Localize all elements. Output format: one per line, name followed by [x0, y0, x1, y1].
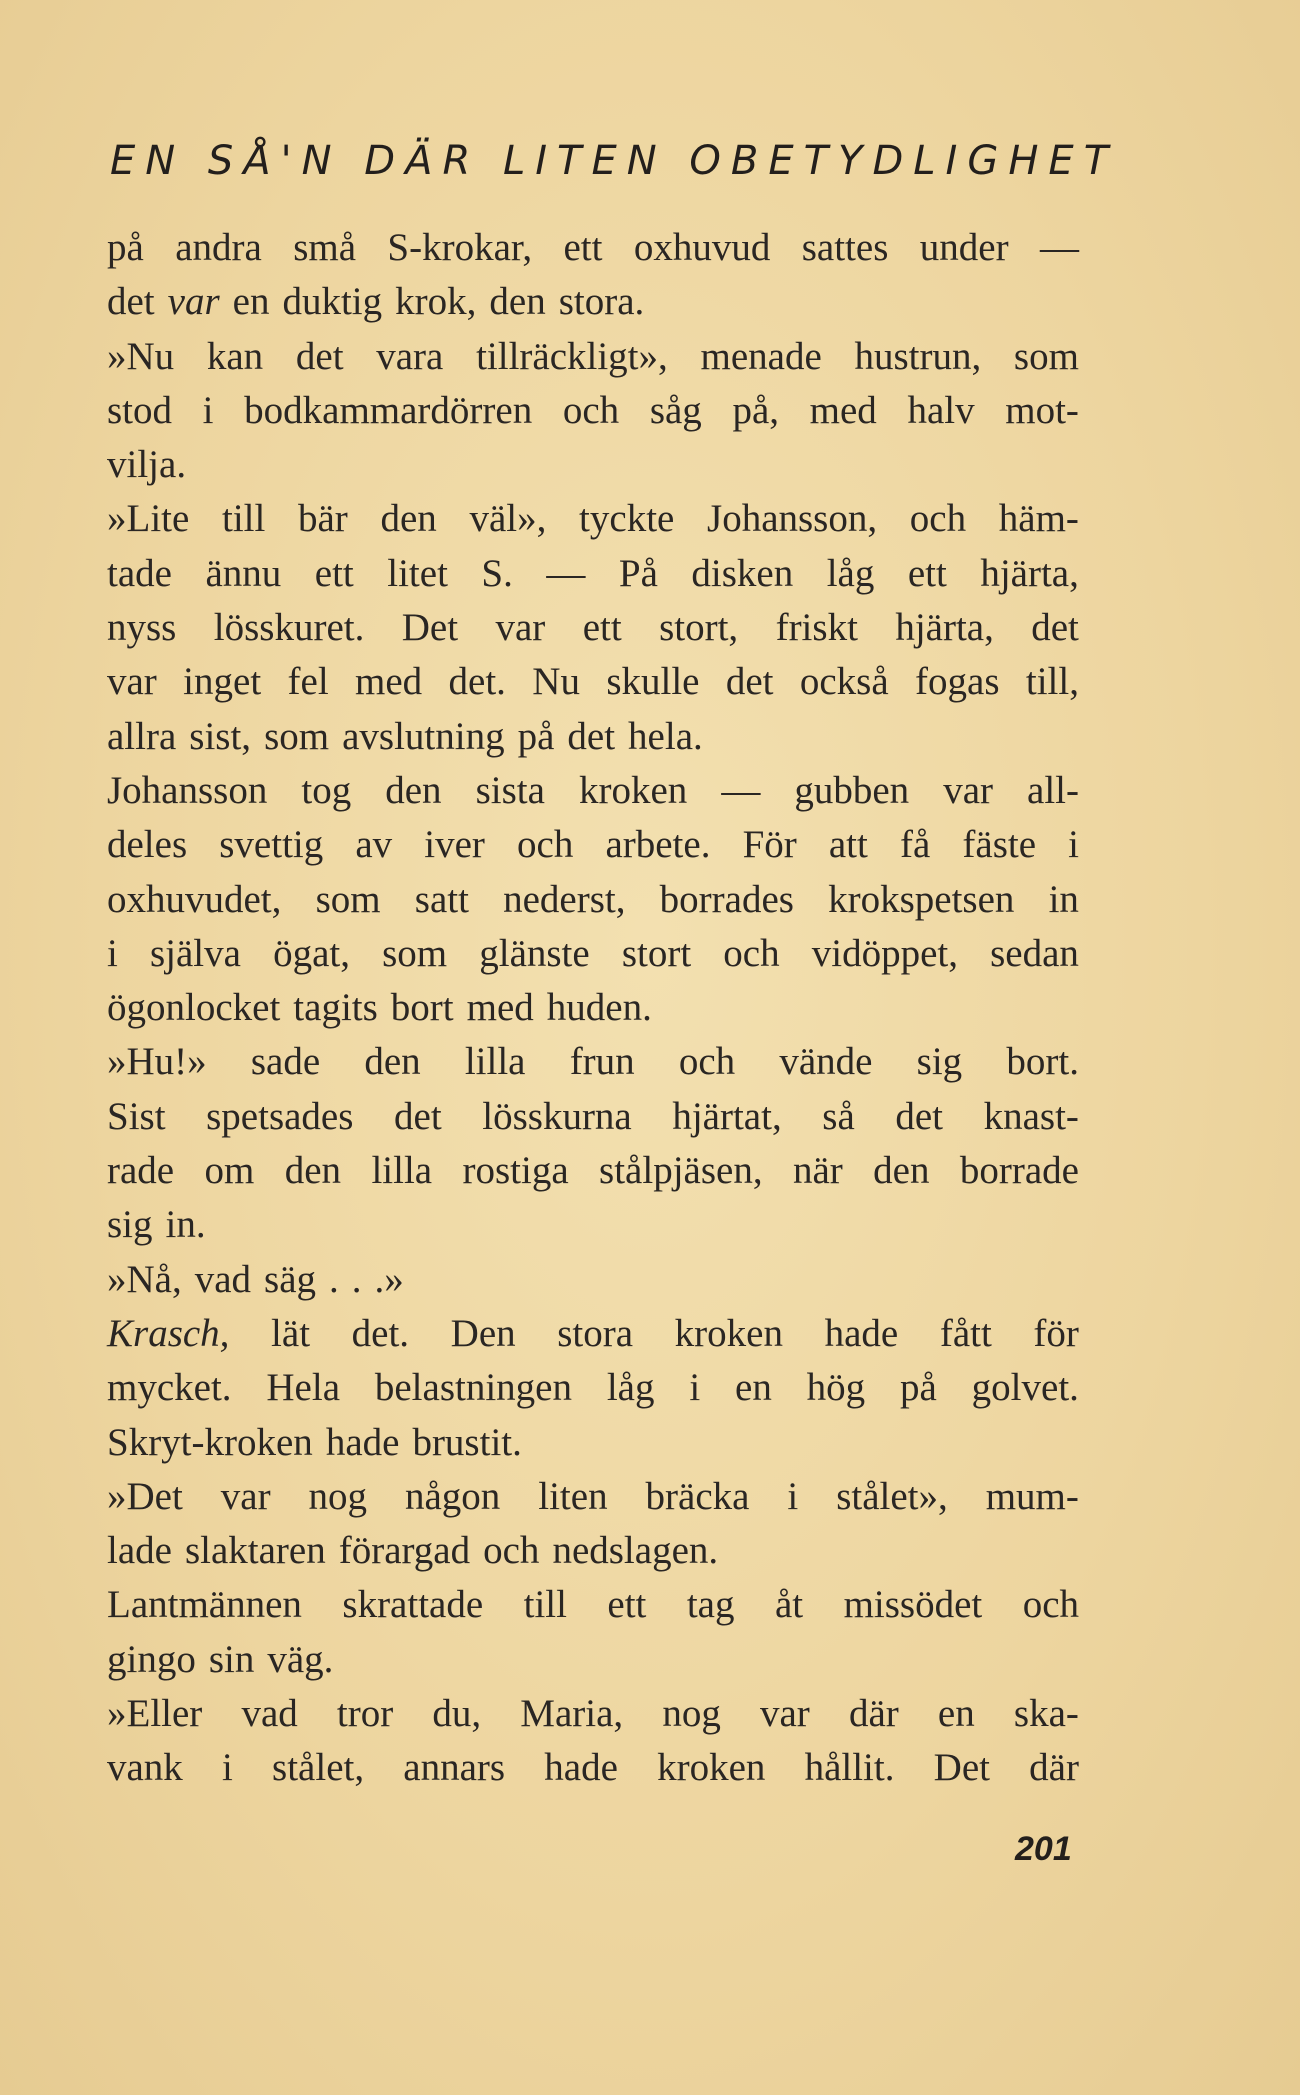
running-header: EN SÅ'N DÄR LITEN OBETYDLIGHET: [110, 138, 1119, 184]
text-line: allra sist, som avslutning på det hela.: [107, 714, 703, 758]
text-line: deles svettig av iver och arbete. För att få fäste i: [107, 823, 1079, 867]
text-line: tade ännu ett litet S. — På disken låg ett hjärta,: [107, 551, 1079, 595]
text-line: på andra små S-krokar, ett oxhuvud sattes under —: [107, 226, 1079, 269]
text-line: Skryt-kroken hade brustit.: [107, 1420, 522, 1464]
text-line: »Eller vad tror du, Maria, nog var där en ska-: [107, 1692, 1079, 1736]
text-line: Johansson tog den sista kroken — gubben var all-: [107, 768, 1079, 812]
text-line: »Hu!» sade den lilla frun och vände sig bort.: [107, 1040, 1079, 1084]
text-line: Lantmännen skrattade till ett tag åt missödet och: [107, 1583, 1079, 1627]
text-line: sig in.: [107, 1203, 206, 1247]
text-line: ögonlocket tagits bort med huden.: [107, 986, 652, 1030]
text-line: mycket. Hela belastningen låg i en hög på golvet.: [107, 1366, 1079, 1410]
text-line: rade om den lilla rostiga stålpjäsen, när den borrade: [107, 1149, 1079, 1193]
text-line: stod i bodkammardörren och såg på, med halv mot-: [107, 388, 1079, 432]
text-line: »Nu kan det vara tillräckligt», menade hustrun, som: [107, 334, 1079, 378]
text-line: i själva ögat, som glänste stort och vidöppet, sedan: [107, 931, 1079, 975]
text-line: »Det var nog någon liten bräcka i stålet», mum-: [107, 1474, 1079, 1518]
text-line: »Lite till bär den väl», tyckte Johansson, och häm-: [107, 497, 1079, 541]
text-line: det var en duktig krok, den stora.: [107, 280, 645, 324]
text-line: vank i stålet, annars hade kroken hållit. Det där: [107, 1746, 1079, 1790]
text-line: »Nå, vad säg . . .»: [107, 1257, 404, 1301]
page-number: 201: [1015, 1830, 1072, 1868]
text-line: oxhuvudet, som satt nederst, borrades krokspetsen in: [107, 877, 1079, 921]
text-line: gingo sin väg.: [107, 1637, 334, 1681]
text-line: lade slaktaren förargad och nedslagen.: [107, 1529, 719, 1573]
text-line: var inget fel med det. Nu skulle det också fogas till,: [107, 660, 1079, 704]
body-text: [107, 221, 1079, 1796]
text-line: nyss lösskuret. Det var ett stort, friskt hjärta, det: [107, 606, 1079, 650]
text-line: vilja.: [107, 443, 187, 487]
text-line: Sist spetsades det lösskurna hjärtat, så det knast-: [107, 1094, 1079, 1138]
text-line: Krasch, lät det. Den stora kroken hade fått för: [107, 1311, 1079, 1355]
